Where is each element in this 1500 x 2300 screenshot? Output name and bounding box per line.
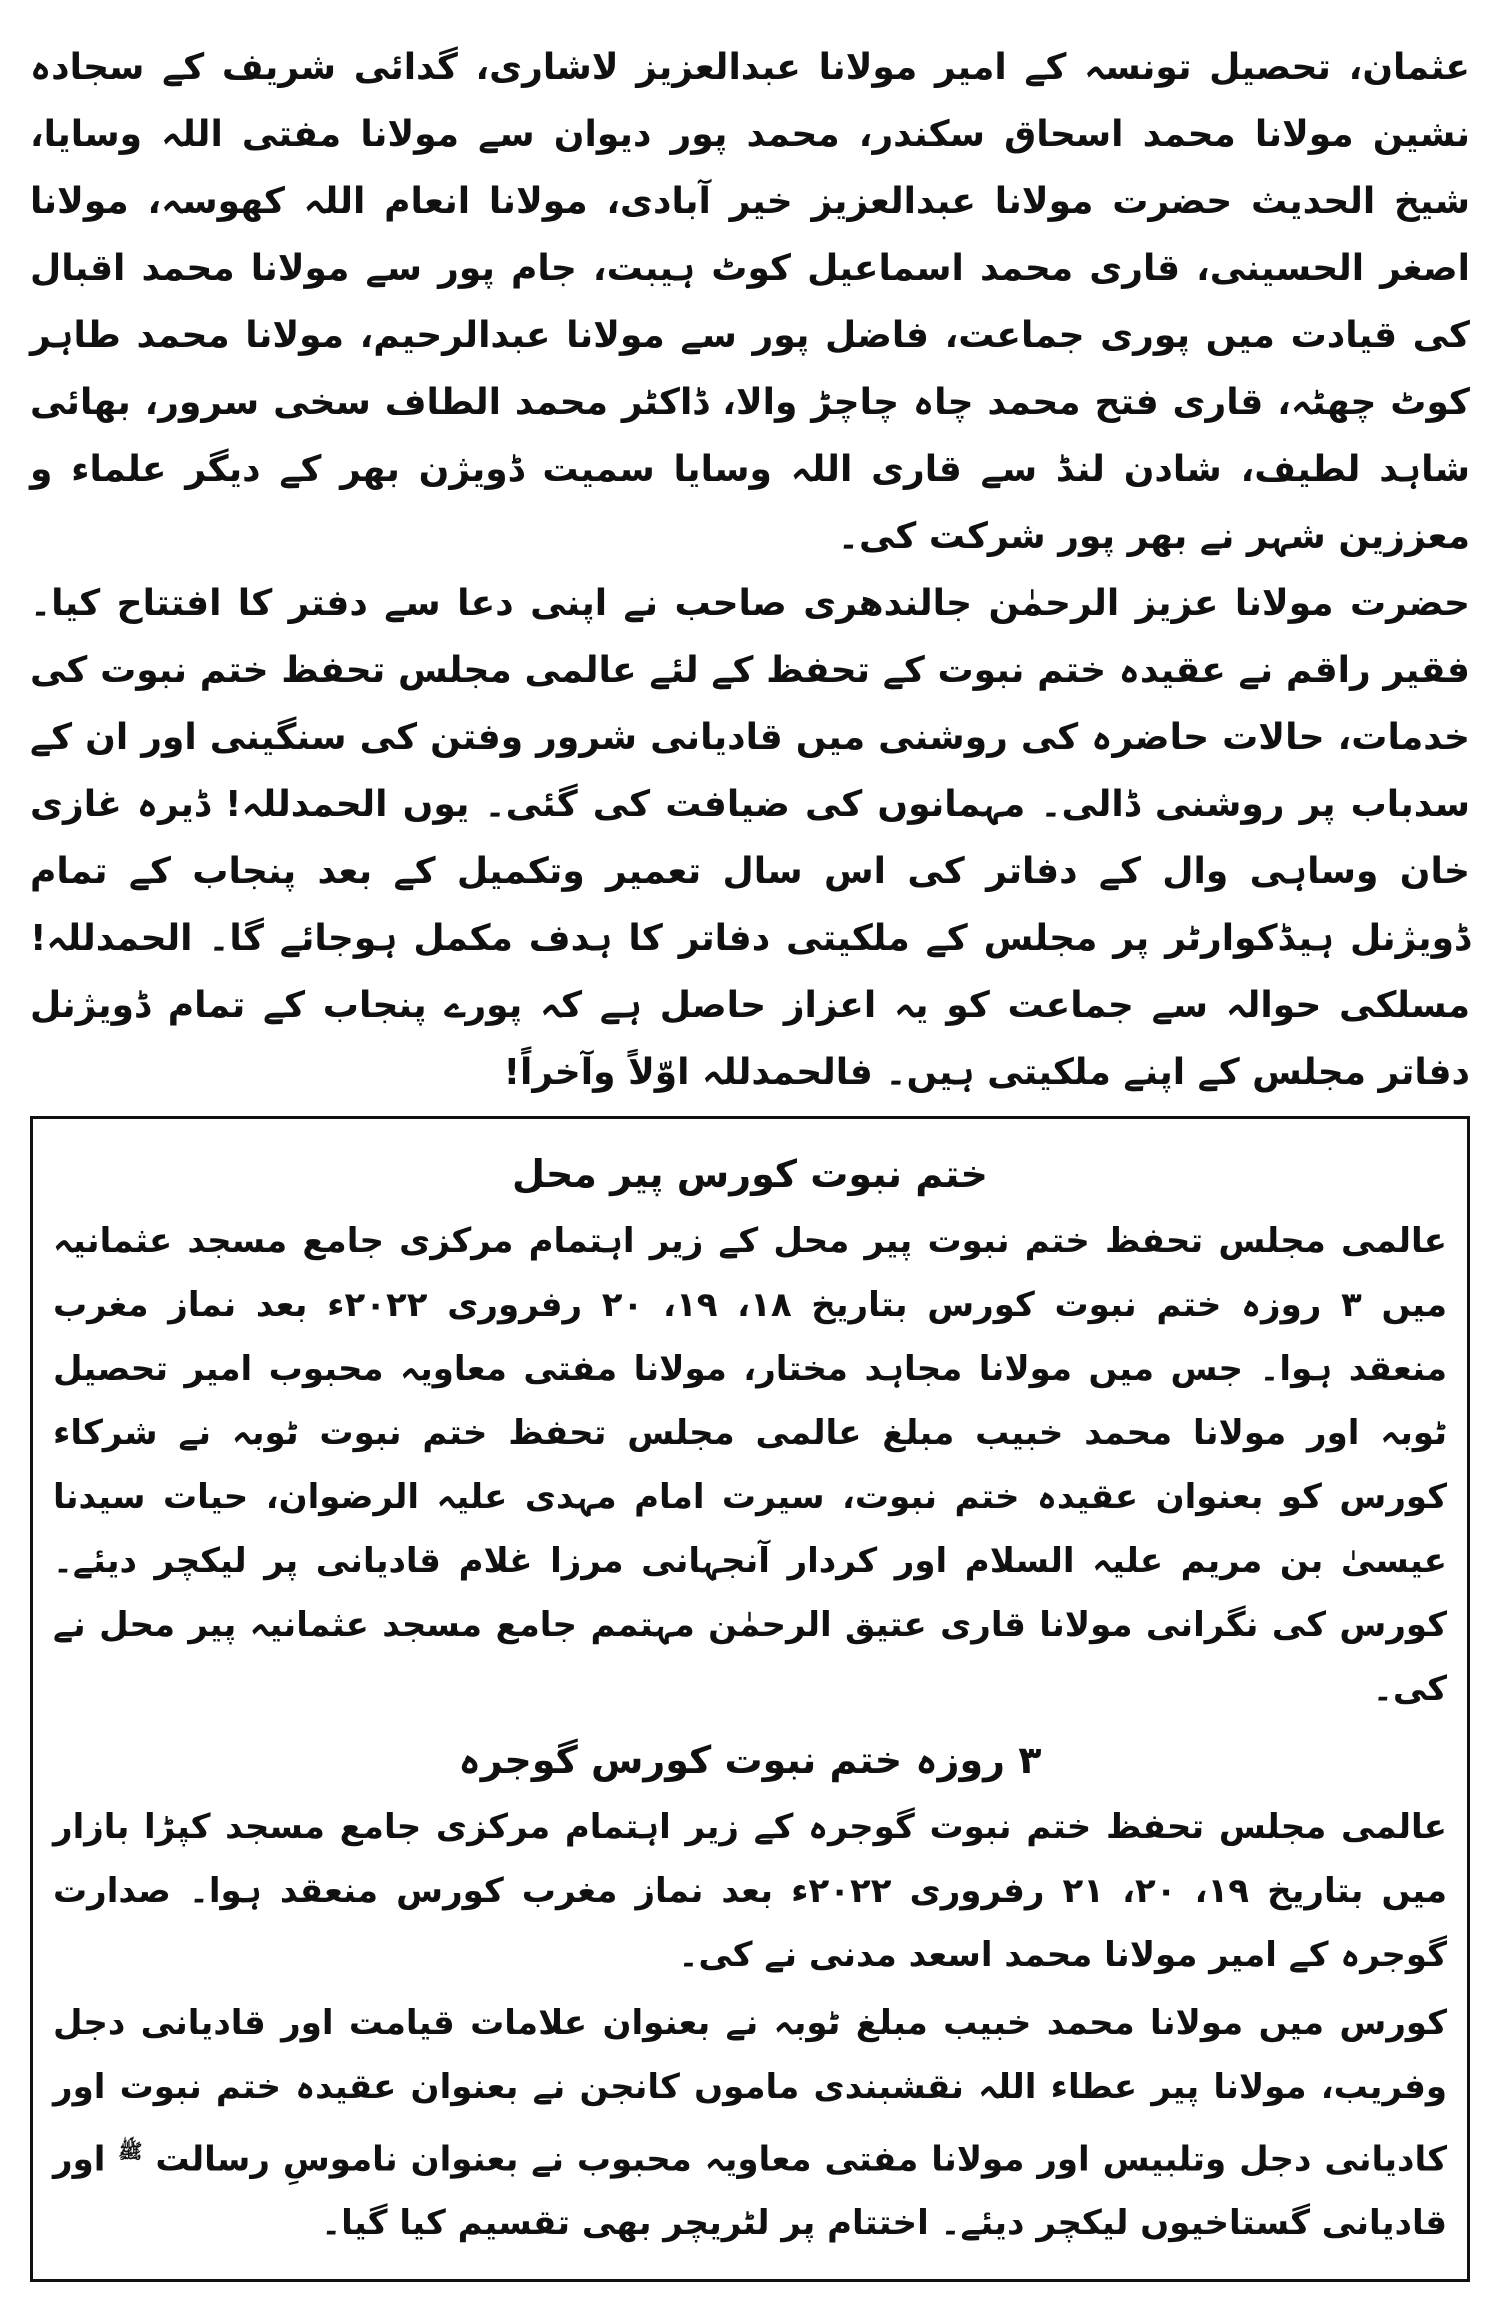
section-body-gojra-2-before: کورس میں مولانا محمد خبیب مبلغ ٹوبہ نے بعنوان علامات قیامت اور قادیانی دجل وفریب، مولانا پیر عطاء اللہ نقشبندی ماموں کانجن نے بعنوان عقیدہ ختم نبوت اور کادیانی دجل وتلبیس اور مولانا مفتی معاویہ محبوب نے بعنوان ناموسِ رسالت (53, 2003, 1448, 2180)
section-body-gojra-1: عالمی مجلس تحفظ ختم نبوت گوجرہ کے زیر اہتمام مرکزی جامع مسجد کپڑا بازار میں بتاریخ ۱۹، ۲۰، ۲۱ رفروری ۲۰۲۲ء بعد نماز مغرب کورس منعقد ہوا۔ صدارت گوجرہ کے امیر مولانا محمد اسعد مدنی نے کی۔ (53, 1807, 1447, 1975)
news-box (30, 1116, 1470, 2282)
section-title-gojra: ۳ روزہ ختم نبوت کورس گوجرہ (458, 1738, 1042, 1782)
honorific-symbol: ﷺ (118, 2139, 143, 2163)
section-body-gojra-2-after: اور قادیانی گستاخیوں لیکچر دیئے۔ اختتام پر لٹریچر بھی تقسیم کیا گیا۔ (53, 2139, 1447, 2244)
article-paragraph-1: عثمان، تحصیل تونسہ کے امیر مولانا عبدالعزیز لاشاری، گدائی شریف کے سجادہ نشین مولانا محمد اسحاق سکندر، محمد پور دیوان سے مولانا مفتی اللہ وسایا، شیخ الحدیث حضرت مولانا عبدالعزیز خیر آبادی، مولانا انعام اللہ کھوسہ، مولانا اصغر الحسینی، قاری محمد اسماعیل کوٹ ہیبت، جام پور سے مولانا محمد اقبال کی قیادت میں پوری جماعت، فاضل پور سے مولانا عبدالرحیم، مولانا محمد طاہر کوٹ چھٹہ، قاری فتح محمد چاہ چاچڑ والا، ڈاکٹر محمد الطاف سخی سرور، بھائی شاہد لطیف، شادن لنڈ سے قاری اللہ وسایا سمیت ڈویژن بھر کے دیگر علماء و معززین شہر نے بھر پور شرکت کی۔ (30, 47, 1470, 557)
section-title-pir-mahal: ختم نبوت کورس پیر محل (512, 1152, 988, 1196)
newspaper-page (30, 0, 1470, 2300)
news-box-content (53, 1139, 1447, 2259)
section-body-gojra-2 (53, 1991, 1447, 2255)
article-paragraph-2: حضرت مولانا عزیز الرحمٰن جالندھری صاحب نے اپنی دعا سے دفتر کا افتتاح کیا۔ فقیر راقم نے عقیدہ ختم نبوت کے تحفظ کے لئے عالمی مجلس تحفظ ختم نبوت کی خدمات، حالات حاضرہ کی روشنی میں قادیانی شرور وفتن کی سنگینی اور ان کے سدباب پر روشنی ڈالی۔ مہمانوں کی ضیافت کی گئی۔ یوں الحمدللہ! ڈیرہ غازی خان وساہی وال کے دفاتر کی اس سال تعمیر وتکمیل کے بعد پنجاب کے تمام ڈویژنل ہیڈکوارٹر پر مجلس کے ملکیتی دفاتر کا ہدف مکمل ہوجائے گا۔ الحمدللہ! مسلکی حوالہ سے جماعت کو یہ اعزاز حاصل ہے کہ پورے پنجاب کے تمام ڈویژنل دفاتر مجلس کے اپنے ملکیتی ہیں۔ فالحمدللہ اوّلاً وآخراً! (30, 583, 1470, 1093)
section-body-pir-mahal: عالمی مجلس تحفظ ختم نبوت پیر محل کے زیر اہتمام مرکزی جامع مسجد عثمانیہ میں ۳ روزہ ختم نبوت کورس بتاریخ ۱۸، ۱۹، ۲۰ رفروری ۲۰۲۲ء بعد نماز مغرب منعقد ہوا۔ جس میں مولانا مجاہد مختار، مولانا مفتی معاویہ محبوب امیر تحصیل ٹوبہ اور مولانا محمد خبیب مبلغ عالمی مجلس تحفظ ختم نبوت ٹوبہ نے شرکاء کورس کو بعنوان عقیدہ ختم نبوت، سیرت امام مہدی علیہ الرضوان، حیات سیدنا عیسیٰ بن مریم علیہ السلام اور کردار آنجہانی مرزا غلام قادیانی پر لیکچر دیئے۔ کورس کی نگرانی مولانا قاری عتیق الرحمٰن مہتمم جامع مسجد عثمانیہ پیر محل نے کی۔ (53, 1221, 1447, 1709)
